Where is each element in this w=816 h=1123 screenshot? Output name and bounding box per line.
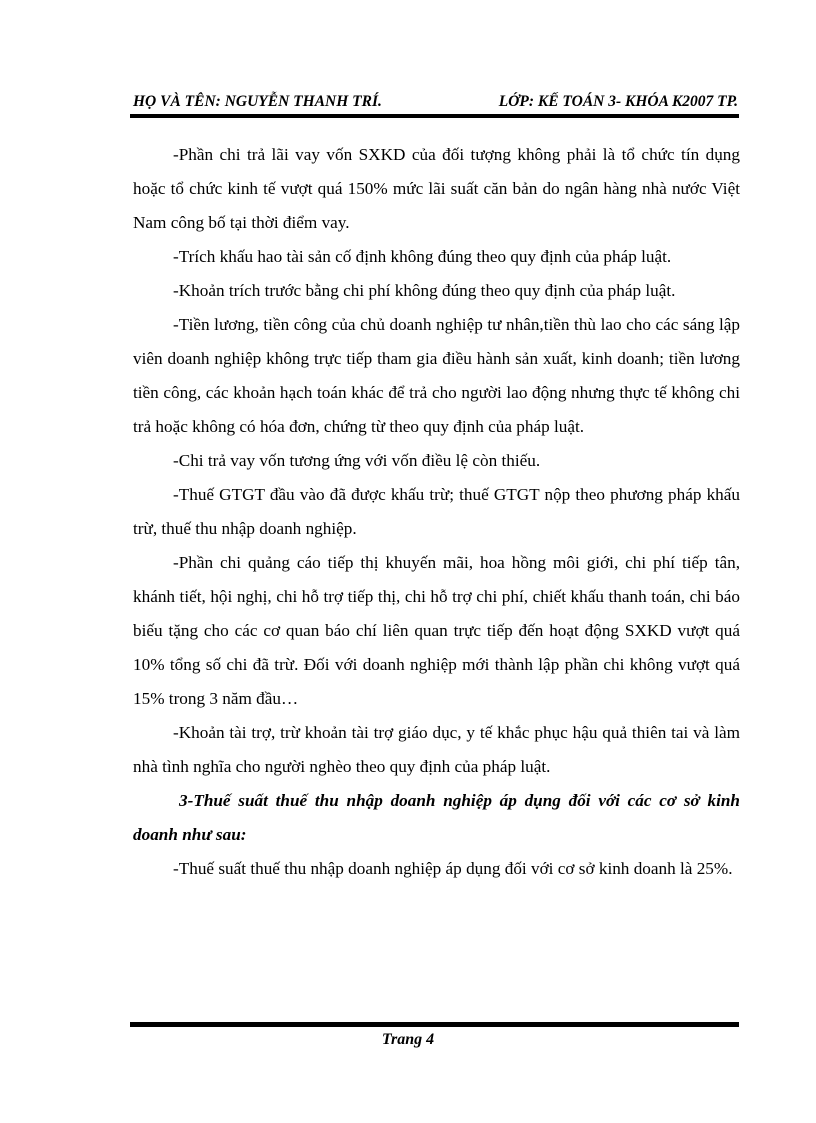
page-header — [133, 89, 738, 115]
paragraph: -Phần chi trả lãi vay vốn SXKD của đối tượng không phải là tổ chức tín dụng hoặc tổ chức kinh tế vượt quá 150% mức lãi suất căn bản do ngân hàng nhà nước Việt Nam công bố tại thời điểm vay. — [133, 145, 740, 232]
paragraph: -Chi trả vay vốn tương ứng với vốn điều lệ còn thiếu. — [173, 451, 541, 470]
footer-divider — [130, 1022, 739, 1027]
paragraph: -Khoản trích trước bằng chi phí không đúng theo quy định của pháp luật. — [173, 281, 676, 300]
paragraph: -Trích khấu hao tài sản cố định không đúng theo quy định của pháp luật. — [173, 247, 672, 266]
section-heading: 3-Thuế suất thuế thu nhập doanh nghiệp áp dụng đối với các cơ sở kinh doanh như sau: — [133, 791, 740, 844]
page-number: Trang 4 — [381, 1031, 435, 1048]
paragraph: -Khoản tài trợ, trừ khoản tài trợ giáo dục, y tế khắc phục hậu quả thiên tai và làm nhà tình nghĩa cho người nghèo theo quy định của pháp luật. — [133, 723, 740, 776]
student-name: HỌ VÀ TÊN: NGUYỄN THANH TRÍ. — [133, 93, 382, 110]
paragraph: -Tiền lương, tiền công của chủ doanh nghiệp tư nhân,tiền thù lao cho các sáng lập viên doanh nghiệp không trực tiếp tham gia điều hành sản xuất, kinh doanh; tiền lương tiền công, các khoản hạch toán khác để trả cho người lao động nhưng thực tế không chi trả hoặc không có hóa đơn, chứng từ theo quy định của pháp luật. — [133, 315, 740, 436]
class-info: LỚP: KẾ TOÁN 3- KHÓA K2007 TP. — [498, 93, 738, 110]
document-body — [133, 138, 740, 886]
paragraph: -Thuế GTGT đầu vào đã được khấu trừ; thuế GTGT nộp theo phương pháp khấu trừ, thuế thu nhập doanh nghiệp. — [133, 485, 740, 538]
header-divider — [130, 114, 739, 118]
paragraph: -Phần chi quảng cáo tiếp thị khuyến mãi, hoa hồng môi giới, chi phí tiếp tân, khánh tiết, hội nghị, chi hỗ trợ tiếp thị, chi hỗ trợ chi phí, chiết khấu thanh toán, chi báo biếu tặng cho các cơ quan báo chí liên quan trực tiếp đến hoạt động SXKD vượt quá 10% tổng số chi đã trừ. Đối với doanh nghiệp mới thành lập phần chi không vượt quá 15% trong 3 năm đầu… — [133, 553, 740, 708]
paragraph: -Thuế suất thuế thu nhập doanh nghiệp áp dụng đối với cơ sở kinh doanh là 25%. — [173, 859, 733, 878]
